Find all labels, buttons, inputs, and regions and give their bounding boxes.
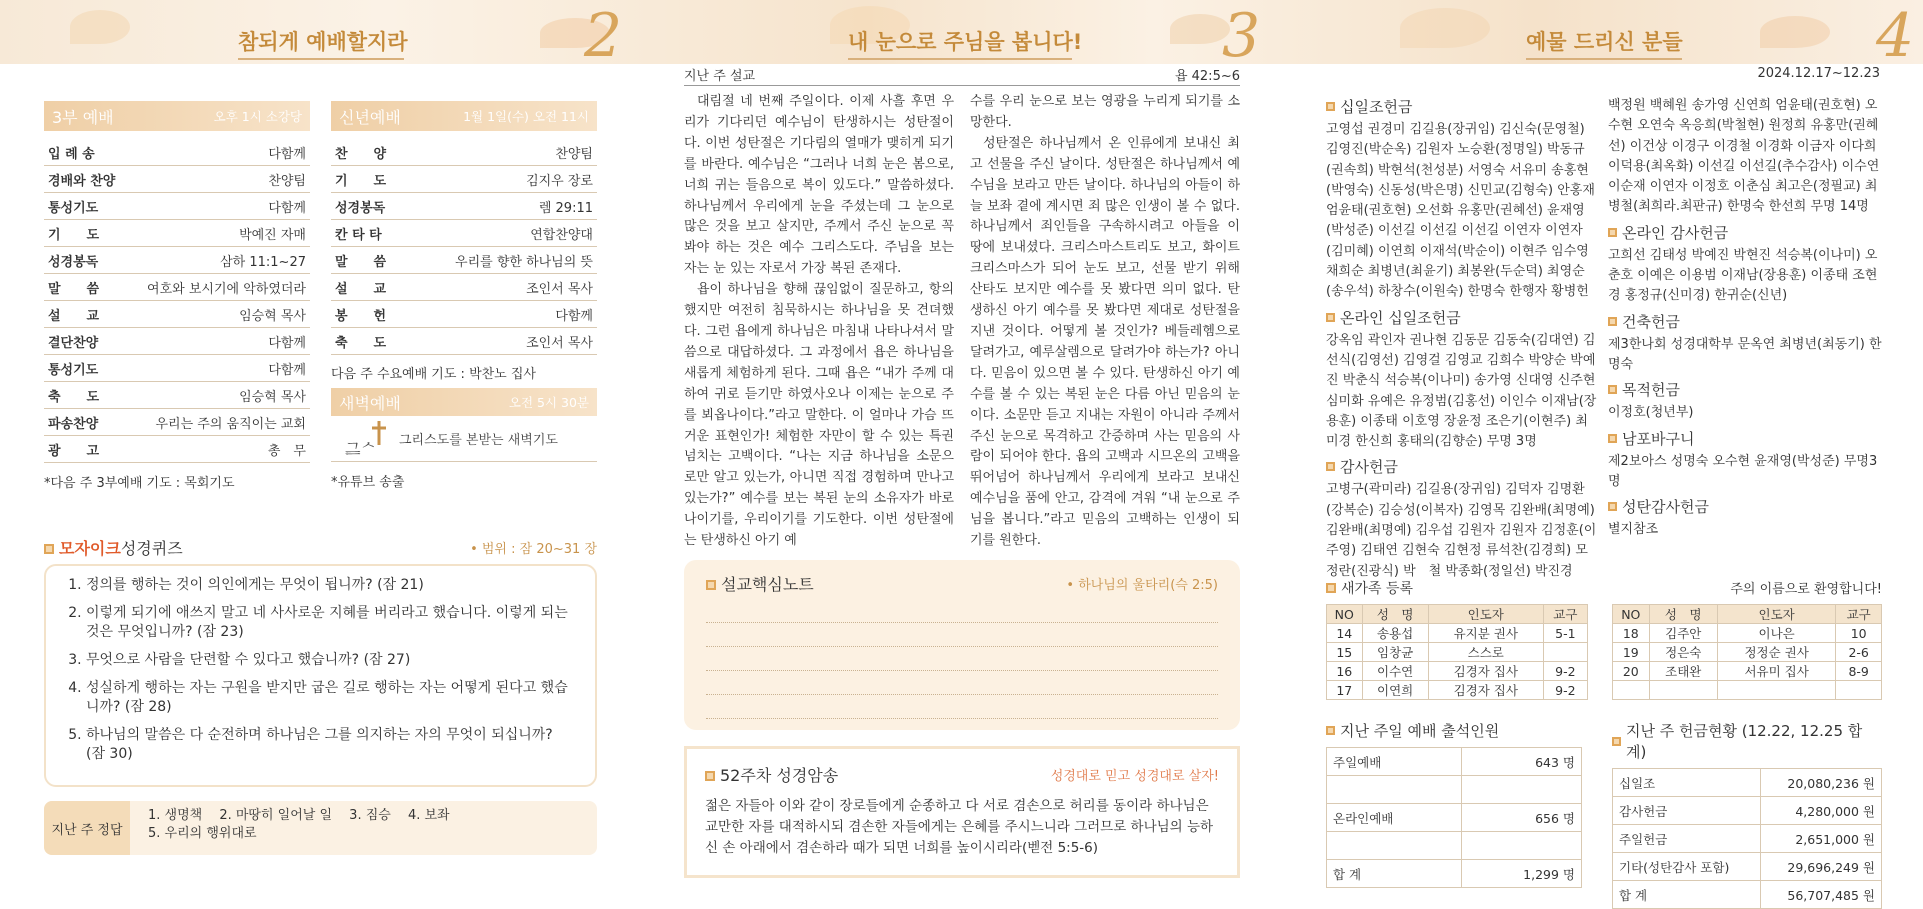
order-role: 입 례 송 [48,146,95,162]
table-cell [1462,776,1582,804]
sermon-paragraph: 수를 우리 눈으로 보는 영광을 누리게 되기를 소망한다. [970,94,1240,130]
quiz-question: 1. 정의를 행하는 것이 의인에게는 무엇이 됩니까? (잠 21) [86,576,575,595]
square-icon [705,771,715,781]
order-role: 파송찬양 [48,416,99,432]
table-row [1327,662,1588,681]
tithe-heading [1326,96,1598,117]
table-cell: 656 명 [1462,804,1582,832]
table-row [1613,769,1882,797]
table-cell [1836,681,1882,700]
sermon-label: 지난 주 설교 [684,69,756,84]
worship3-time: 오후 1시 소강당 [213,109,302,124]
dawn-logo-text: 그리스도를 본받는 새벽기도 [399,433,558,448]
thanks-names: 고병구(곽미라) 김길용(장귀임) 김덕자 김명환(강복순) 김승성(이복자) 김영목 김완배(최명예) 김완배(최명예) 김우섭 김원자 김원자 김정훈(이주영) 김태연 김현숙 김현정 류석찬(김경희) 모정란(진광식) 박 철 박종화(정일선) 박진경 [1326,482,1597,579]
table-cell: 2-6 [1836,643,1882,662]
newfamily-right-table [1612,604,1882,700]
online-tithe-names: 강옥임 곽인자 권나현 김동문 김동숙(김대연) 김선식(김영선) 김영걸 김영교 김희수 박양순 박예진 박춘식 석승복(이나미) 송가영 신대영 신주현 심미화 유예은 유정범(김홍선) 이인수 이재남(장용훈) 이종태 이호영 장윤정 조은기(이현주) 최미경 한신희 홍태의(김향순) 무명 3명 [1326,332,1597,450]
column-header: 인도자 [1428,605,1543,624]
table-cell: 56,707,485 원 [1761,881,1882,909]
online-thanks-heading [1608,222,1882,243]
order-row [331,274,597,301]
order-value: 다함께 [268,146,306,162]
table-cell: 643 명 [1462,748,1582,776]
order-row [331,328,597,355]
table-cell: 합 계 [1613,881,1761,909]
order-role: 결단찬양 [48,335,99,351]
page3-title: 내 눈으로 주님을 봅니다! [848,30,1083,54]
table-cell: 김경자 집사 [1428,662,1543,681]
page4-title: 예물 드리신 분들 [1526,30,1683,54]
table-cell [1462,832,1582,860]
square-icon [1326,462,1335,471]
notes-box [684,560,1240,730]
order-role: 축 도 [335,335,387,351]
worship3-title: 3부 예배 [52,107,114,127]
table-cell: 김경자 집사 [1428,681,1543,700]
build-names: 제3한나회 성경대학부 문옥연 최병년(최동기) 한명숙 [1608,336,1882,372]
table-cell: 이연희 [1362,681,1428,700]
table-cell: 9-2 [1543,681,1587,700]
online-thanks-names: 고희선 김태성 박예진 박현진 석승복(이나미) 오춘호 이예은 이용범 이재남(장용훈) 이종태 조현경 홍정규(신미경) 한귀순(신년) [1608,247,1878,304]
newyear-header [331,101,597,131]
table-cell: 정정순 권사 [1717,643,1835,662]
newyear-time: 1월 1일(수) 오전 11시 [463,109,589,124]
order-value: 찬양팀 [555,146,593,162]
table-cell: 14 [1327,624,1363,643]
column-header: 성 명 [1362,605,1428,624]
order-value: 조인서 목사 [526,281,593,297]
order-role: 말 씀 [48,281,100,297]
attendance-table [1326,747,1582,888]
quiz-question: 2. 이렇게 되기에 애쓰지 말고 네 사사로운 지혜를 버리라고 했습니다. 이렇게 되는 것은 무엇입니까? (잠 23) [86,604,575,642]
worship3-note: *다음 주 3부예배 기도 : 목회기도 [44,476,235,491]
quiz-section [44,534,597,855]
newyear-note: 다음 주 수요예배 기도 : 박찬노 집사 [331,367,536,382]
purpose-names: 이정호(청년부) [1608,405,1694,421]
order-row [44,139,310,166]
table-row [1327,860,1582,888]
attendance-title: 지난 주일 예배 출석인원 [1340,722,1500,740]
column-header: 교구 [1543,605,1587,624]
memory-text: 젊은 자들아 이와 같이 장로들에게 순종하고 다 서로 겸손으로 허리를 동이라 하나님은 교만한 자를 대적하시되 겸손한 자들에게는 은혜를 주시느니라 그러므로 하나님의 능하신 손 아래에서 겸손하라 때가 되면 너희를 높이시리라(벧전 5:5-6) [705,798,1214,856]
table-cell [1327,776,1462,804]
newfamily-welcome: 주의 이름으로 환영합니다! [1730,582,1882,597]
note-line [706,623,1218,647]
quiz-title: 성경퀴즈 [120,538,183,558]
quiz-answer-label: 지난 주 정답 [44,801,130,855]
sermon-paragraph: 욥이 하나님을 향해 끊임없이 질문하고, 항의했지만 여전히 침묵하시는 하나님을 못 견뎌했다. 그런 욥에게 하나님은 마침내 나타나셔서 말씀으로 대답하셨다. 그 과정에서 욥은 하나님을 새롭게 체험하게 된다. 그때 욥은 “내가 주께 대하여 귀로 듣기만 하였사오나 이제는 눈으로 주를 뵈옵나이다.”라고 말한다. 이 얼마나 가슴 뜨거운 표현인가! 체험한 자만이 할 수 있는 특권 넘치는 고백이다. “나는 지금 하나님을 소문으로만 알고 있는가, 아니면 직접 경험하며 만나고 있는가?” 예수를 보는 복된 눈의 소유자가 바로 나이기를, 우리이기를 기도한다. 이번 성탄절에는 탄생하신 아기 예 [684,282,954,549]
tithe-names: 고영섭 권경미 김길용(장귀임) 김신숙(문영철) 김영진(박순옥) 김원자 노승환(정명일) 박동규(권속희) 박현석(천성분) 서영숙 서유미 송홍현(박영숙) 신동성(박은명) 신민교(김형숙) 안홍재 엄윤태(권호현) 오선화 유홍만(권혜선) 윤재영(박성준) 이선길 이선길 이선길 이연자 이연자(김미혜) 이연희 이재석(박순이) 이현주 임수영 채희순 최병년(최윤기) 최봉완(두순덕) 최영순(송우석) 하창수(이원숙) 한명숙 한행자 황병헌 [1326,122,1595,300]
order-row [44,193,310,220]
table-cell: 정은숙 [1649,643,1717,662]
quiz-header [44,534,597,560]
purpose-heading [1608,379,1882,400]
order-row [331,139,597,166]
order-value: 임승혁 목사 [239,308,306,324]
sermon-ref: 욥 42:5~6 [1174,69,1240,84]
memory-slogan: 성경대로 믿고 성경대로 살자! [1050,769,1219,784]
order-value: 총 무 [267,443,306,459]
note-line [706,671,1218,695]
order-row [44,220,310,247]
order-value: 찬양팀 [268,173,306,189]
table-cell: 서유미 집사 [1717,662,1835,681]
table-cell: 1,299 명 [1462,860,1582,888]
thanks-names-cont: 백정원 백혜원 송가영 신연희 엄윤태(권호현) 오수현 오연숙 옥응희(박철현) 원정희 유홍만(권혜선) 이건상 이경구 이경철 이경화 이금자 이다희 이덕용(최옥화) 이선길 이선길(추수감사) 이수연 이순재 이연자 이정호 이춘심 최고은(정필교) 최병철(최희라.최판규) 한명숙 한선희 무명 14명 [1608,98,1880,215]
order-role: 설 교 [48,308,100,324]
order-row [44,301,310,328]
table-row [1613,881,1882,909]
table-cell: 이나은 [1717,624,1835,643]
order-row [331,301,597,328]
worship3-header [44,101,310,131]
xmas-names: 별지참조 [1608,522,1659,538]
order-value: 다함께 [268,335,306,351]
column-header: 성 명 [1649,605,1717,624]
table-cell: 5-1 [1543,624,1587,643]
offering-col2 [1608,96,1882,544]
svg-text:ᄀᆖᄉ: ᄀᆖᄉ [345,439,376,459]
online-thanks-title: 온라인 감사헌금 [1622,223,1729,242]
order-role: 광 고 [48,443,100,459]
quiz-range: • 범위 : 잠 20~31 장 [470,541,597,557]
attendance-section [1326,720,1582,888]
thanks-heading [1326,456,1598,477]
square-icon [1612,737,1621,746]
table-cell: 10 [1836,624,1882,643]
newfamily-header [1326,578,1882,598]
newfamily-left-table [1326,604,1588,700]
xmas-heading [1608,496,1882,517]
table-row [1613,853,1882,881]
quiz-answer-line2: 5. 우리의 행위대로 [148,826,257,841]
table-row [1327,804,1582,832]
note-line [706,647,1218,671]
table-row [1613,624,1882,643]
order-value: 김지우 장로 [526,173,593,189]
dawn-time: 오전 5시 30분 [508,395,589,410]
table-row [1327,681,1588,700]
notes-title: 설교핵심노트 [721,575,814,594]
square-icon [706,580,716,590]
table-cell: 온라인예배 [1327,804,1462,832]
page3-number: 3 [1222,1,1261,71]
order-row [331,220,597,247]
table-cell: 십일조 [1613,769,1761,797]
order-row [44,409,310,436]
table-row [1327,748,1582,776]
sermon-col1 [684,92,954,552]
cash-table [1612,768,1882,909]
order-row [44,166,310,193]
square-icon [1608,228,1617,237]
purpose-title: 목적헌금 [1622,381,1680,400]
newfamily-table-right [1612,604,1882,700]
thanks-title: 감사헌금 [1340,458,1398,477]
table-row [1327,624,1588,643]
table-cell: 임창균 [1362,643,1428,662]
order-row [331,166,597,193]
table-cell: 조태완 [1649,662,1717,681]
dawn-logo [331,416,597,462]
south-title: 남포바구니 [1622,429,1695,448]
offering-period: 2024.12.17~12.23 [1757,66,1880,81]
worship3-order [44,139,310,463]
column-header: NO [1327,605,1363,624]
quiz-question: 3. 무엇으로 사람을 단련할 수 있다고 했습니까? (잠 27) [86,651,575,670]
order-role: 찬 양 [335,146,387,162]
column-header: 인도자 [1717,605,1835,624]
column-header: 교구 [1836,605,1882,624]
table-cell [1327,832,1462,860]
cash-title: 지난 주 헌금현황 (12.22, 12.25 합계) [1625,722,1863,761]
order-role: 봉 헌 [335,308,387,324]
south-heading [1608,428,1882,449]
south-names: 제2보아스 성명숙 오수현 윤재영(박성준) 무명3명 [1608,453,1878,489]
tithe-title: 십일조헌금 [1340,98,1413,116]
quiz-question: 4. 성실하게 행하는 자는 구원을 받지만 굽은 길로 행하는 자는 어떻게 된다고 했습니까? (잠 28) [86,679,575,717]
quiz-question: 5. 하나님의 말씀은 다 순전하며 하나님은 그를 의지하는 자의 무엇이 되십니까? (잠 30) [86,726,575,764]
page2-title-underline [238,58,404,60]
table-row [1613,681,1882,700]
table-cell: 감사헌금 [1613,797,1761,825]
table-cell: 29,696,249 원 [1761,853,1882,881]
table-cell [1613,681,1650,700]
order-role: 성경봉독 [335,200,386,216]
offering-col1 [1326,96,1598,586]
table-cell: 유지분 권사 [1428,624,1543,643]
table-row [1327,643,1588,662]
table-cell: 8-9 [1836,662,1882,681]
xmas-title: 성탄감사헌금 [1622,498,1709,517]
build-title: 건축헌금 [1622,312,1680,331]
table-cell: 18 [1613,624,1650,643]
order-row [44,355,310,382]
table-row [1613,643,1882,662]
order-value: 렘 29:11 [538,200,593,216]
memory-header [705,763,1219,786]
table-row [1613,797,1882,825]
order-value: 다함께 [268,200,306,216]
table-cell: 2,651,000 원 [1761,825,1882,853]
table-cell [1717,681,1835,700]
order-value: 여호와 보시기에 악하였더라 [147,281,306,297]
square-icon [1608,502,1617,511]
sermon-paragraph: 성탄절은 하나님께서 온 인류에게 보내신 최고 선물을 주신 날이다. 성탄절은 하나님께서 예수님을 보라고 만든 날이다. 하나님의 아들이 하늘 보좌 곁에 계시면 죄 많은 인생이 볼 수 없다. 하나님께서 죄인들을 구속하시려고 아들을 이 땅에 보내셨다. 크리스마스트리도 보고, 화이트 크리스마스가 되어 눈도 보고, 선물 받기 위해 산타도 보지만 예수를 못 봤다면 의미 없다. 탄생하신 아기 예수를 못 봤다면 제대로 성탄절을 지낸 것이다. 어떻게 볼 것인가? 베들레헴으로 달려가고, 예루살렘으로 달려가야 하는가? 아니다. 믿음이 있으면 볼 수 있다. 탄생하신 아기 예수를 볼 수 있는 복된 눈은 다름 아닌 믿음의 눈이다. 소문만 듣고 지내는 자원이 아니라 주께서 주신 눈으로 목격하고 간증하며 사는 믿음의 사람이 되어야 한다. 욥의 고백과 시므온의 고백을 뛰어넘어 하나님께서 우리에게 보라고 보내신 예수님을 품에 안고, 감격에 겨워 “내 눈으로 주님을 봅니다.”라고 믿음의 고백하는 인생이 되기를 원한다. [970,135,1240,549]
table-cell: 기타(성탄감사 포함) [1613,853,1761,881]
table-cell: 주일헌금 [1613,825,1761,853]
square-icon [1326,102,1335,111]
square-icon [44,544,54,554]
square-icon [1326,313,1335,322]
order-row [44,247,310,274]
order-value: 박예진 자매 [239,227,306,243]
order-value: 삼하 11:1~27 [220,254,306,270]
table-cell: 주일예배 [1327,748,1462,776]
dawn-header [331,388,597,416]
order-row [44,328,310,355]
build-heading [1608,311,1882,332]
square-icon [1608,317,1617,326]
order-role: 성경봉독 [48,254,99,270]
order-row [331,247,597,274]
online-tithe-title: 온라인 십일조헌금 [1340,308,1461,327]
newyear-title: 신년예배 [339,107,401,127]
page4-number: 4 [1876,1,1915,71]
sermon-section [684,64,1240,552]
table-cell: 19 [1613,643,1650,662]
table-row [1613,825,1882,853]
page2-number: 2 [584,1,623,71]
table-cell: 송용섭 [1362,624,1428,643]
order-row [44,436,310,463]
worship3-section [44,101,310,491]
order-role: 말 씀 [335,254,387,270]
order-row [44,382,310,409]
note-line [706,599,1218,623]
sermon-col2 [970,92,1240,552]
table-cell: 20 [1613,662,1650,681]
quiz-box [44,564,597,787]
table-cell: 16 [1327,662,1363,681]
quiz-brand: 모자이크 [59,538,121,558]
order-value: 다함께 [555,308,593,324]
cross-icon [339,419,399,459]
square-icon [1608,434,1617,443]
newfamily-table-left [1326,604,1588,700]
table-cell: 스스로 [1428,643,1543,662]
sermon-paragraph: 대림절 네 번째 주일이다. 이제 사흘 후면 우리가 기다리던 예수님이 탄생하시는 성탄절이다. 이번 성탄절은 기다림의 열매가 맺히게 되기를 바란다. 예수님은 “그러나 너희 눈은 봄으로, 너희 귀는 들음으로 복이 있도다.” 말씀하셨다. 하나님께서 우리에게 눈을 주셨는데 그 눈으로 많은 것을 보고 살지만, 주께서 주신 눈으로 꼭 봐야 하는 것은 예수 그리스도다. 주님을 보는 자는 눈 있는 자로서 가장 복된 존재다. [684,94,954,277]
table-cell: 15 [1327,643,1363,662]
order-role: 통성기도 [48,362,99,378]
table-row [1613,662,1882,681]
table-cell [1543,643,1587,662]
order-value: 연합찬양대 [530,227,593,243]
sermon-top [684,64,1240,86]
notes-header [706,572,1218,595]
quiz-answer-line1: 1. 생명책 2. 마땅히 일어날 일 3. 짐승 4. 보좌 [148,808,450,823]
order-role: 기 도 [335,173,387,189]
table-cell: 김주안 [1649,624,1717,643]
order-value: 조인서 목사 [526,335,593,351]
sermon-body [684,92,1240,552]
order-row [331,193,597,220]
dawn-note: *유튜브 송출 [331,475,405,490]
attendance-heading [1326,720,1582,741]
memory-box [684,746,1240,878]
order-role: 축 도 [48,389,100,405]
table-row [1327,832,1582,860]
order-value: 다함께 [268,362,306,378]
table-header-row [1613,605,1882,624]
order-role: 통성기도 [48,200,99,216]
square-icon [1326,726,1335,735]
table-cell [1649,681,1717,700]
table-cell: 4,280,000 원 [1761,797,1882,825]
table-cell: 9-2 [1543,662,1587,681]
order-role: 기 도 [48,227,100,243]
note-line [706,695,1218,719]
table-header-row [1327,605,1588,624]
page3-title-underline [848,58,1072,60]
newyear-order [331,139,597,355]
column-header: NO [1613,605,1650,624]
newfamily-title: 새가족 등록 [1341,581,1414,597]
table-cell: 17 [1327,681,1363,700]
square-icon [1608,385,1617,394]
online-tithe-heading [1326,307,1598,328]
memory-title: 52주차 성경암송 [720,766,839,785]
quiz-answer [44,801,597,855]
order-role: 설 교 [335,281,387,297]
order-value: 우리를 향한 하나님의 뜻 [455,254,593,270]
order-row [44,274,310,301]
quiz-questions [66,576,575,764]
cash-section [1612,720,1882,909]
page4-title-underline [1526,58,1682,60]
notes-verse: • 하나님의 울타리(슥 2:5) [1066,578,1218,593]
newyear-section [331,101,597,490]
table-row [1327,776,1582,804]
order-value: 우리는 주의 움직이는 교회 [155,416,306,432]
table-cell: 합 계 [1327,860,1462,888]
order-role: 경배와 찬양 [48,173,116,189]
table-cell: 이수연 [1362,662,1428,681]
table-cell: 20,080,236 원 [1761,769,1882,797]
order-role: 칸 타 타 [335,227,382,243]
notes-lines [706,599,1218,719]
page2-title: 참되게 예배할지라 [238,30,408,54]
order-value: 임승혁 목사 [239,389,306,405]
square-icon [1326,583,1336,593]
cash-heading [1612,720,1882,762]
dawn-title: 새벽예배 [339,393,401,413]
